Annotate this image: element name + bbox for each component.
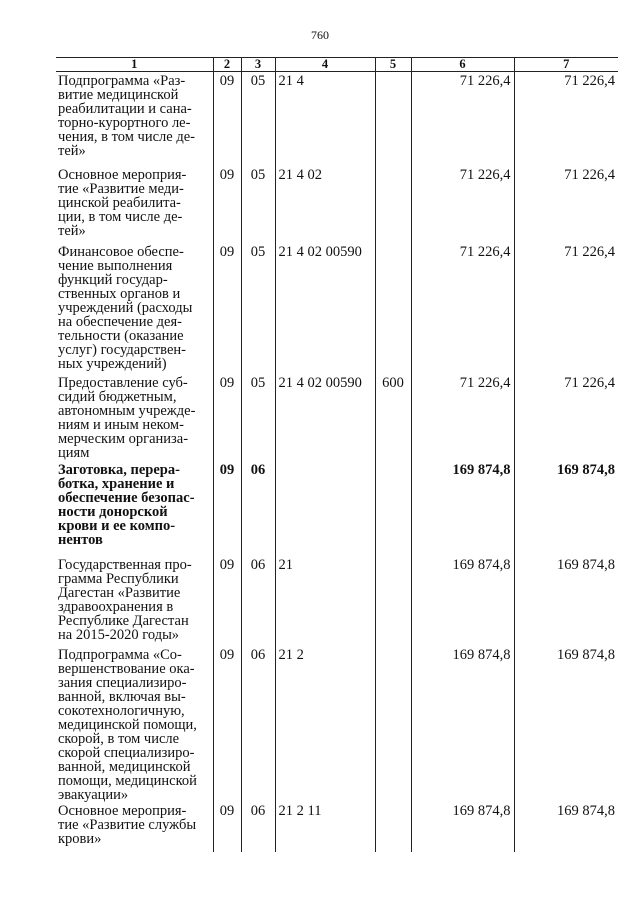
row-amount-1: 169 874,8 [411,646,514,802]
row-amount-2: 169 874,8 [514,802,618,852]
row-amount-2: 71 226,4 [514,243,618,374]
row-name: Основное мероприя- тие «Развитие службы крови» [58,802,197,847]
table-row [56,243,618,374]
row-section-code: 09 [213,374,241,461]
row-section-code: 09 [213,72,241,166]
row-amount-1: 71 226,4 [411,166,514,243]
column-header-5: 5 [375,58,411,72]
column-header-2: 2 [213,58,241,72]
row-amount-2: 71 226,4 [514,72,618,166]
table-row [56,166,618,243]
table-row [56,802,618,852]
column-header-7: 7 [514,58,618,72]
table-row [56,556,618,646]
row-section-code: 09 [213,243,241,374]
row-subsection-code: 06 [241,646,275,802]
row-subsection-code: 05 [241,243,275,374]
row-section-code: 09 [213,802,241,852]
row-name: Подпрограмма «Со- вершенствование ока- зания специализиро- ванной, включая вы- сокотехнологичную, медицинской помощи, скорой, в том числе скорой специализиро- ванной, медицинской помощи, медицинской эвакуации» [58,646,197,803]
column-header-6: 6 [411,58,514,72]
row-amount-2: 71 226,4 [514,374,618,461]
row-section-code: 09 [213,166,241,243]
row-name: Подпрограмма «Раз- витие медицинской реабилитации и сана- торно-курортного ле- чения, в том числе де- тей» [58,73,195,159]
row-amount-1: 71 226,4 [411,72,514,166]
table-row [56,374,618,461]
row-name: Финансовое обеспе- чение выполнения функций государ- ственных органов и учреждений (расходы на обеспечение дея- тельности (оказание услуг) государствен- ных учреждений) [58,243,193,372]
row-subsection-code: 06 [241,802,275,852]
row-subsection-code: 05 [241,166,275,243]
row-amount-2: 169 874,8 [514,646,618,802]
row-section-code: 09 [213,646,241,802]
row-target-article: 21 4 02 00590 [275,243,375,374]
row-subsection-code: 05 [241,72,275,166]
row-expense-type [375,166,411,243]
row-expense-type [375,461,411,556]
row-name: Государственная про- грамма Республики Дагестан «Развитие здравоохранения в Республике Дагестан на 2015-2020 годы» [58,556,192,643]
row-amount-2: 169 874,8 [514,461,618,556]
row-target-article: 21 4 [275,72,375,166]
row-target-article [275,461,375,556]
row-target-article: 21 4 02 [275,166,375,243]
row-amount-2: 169 874,8 [514,556,618,646]
row-amount-1: 169 874,8 [411,802,514,852]
row-subsection-code: 05 [241,374,275,461]
row-amount-1: 71 226,4 [411,374,514,461]
row-name: Заготовка, перера- ботка, хранение и обеспечение безопас- ности донорской крови и ее компо- нентов [58,461,195,548]
column-header-1: 1 [56,58,213,72]
row-expense-type [375,556,411,646]
table-row [56,461,618,556]
row-target-article: 21 4 02 00590 [275,374,375,461]
table-row [56,72,618,166]
row-expense-type: 600 [375,374,411,461]
row-name: Основное мероприя- тие «Развитие меди- цинской реабилита- ции, в том числе де- тей» [58,166,187,239]
row-target-article: 21 2 11 [275,802,375,852]
row-subsection-code: 06 [241,461,275,556]
row-section-code: 09 [213,556,241,646]
column-header-3: 3 [241,58,275,72]
row-amount-1: 169 874,8 [411,556,514,646]
table-header [56,58,618,72]
row-target-article: 21 [275,556,375,646]
row-section-code: 09 [213,461,241,556]
header-row [56,58,618,72]
row-name: Предоставление суб- сидий бюджетным, автономным учрежде- ниям и иным неком- мерческим организа- циям [58,374,196,461]
row-amount-1: 71 226,4 [411,243,514,374]
row-expense-type [375,802,411,852]
column-header-4: 4 [275,58,375,72]
row-expense-type [375,243,411,374]
table-body [56,72,618,852]
row-amount-2: 71 226,4 [514,166,618,243]
page-number: 760 [311,28,329,42]
row-expense-type [375,72,411,166]
table-row [56,646,618,802]
budget-table [56,57,618,852]
row-subsection-code: 06 [241,556,275,646]
row-amount-1: 169 874,8 [411,461,514,556]
row-expense-type [375,646,411,802]
row-target-article: 21 2 [275,646,375,802]
